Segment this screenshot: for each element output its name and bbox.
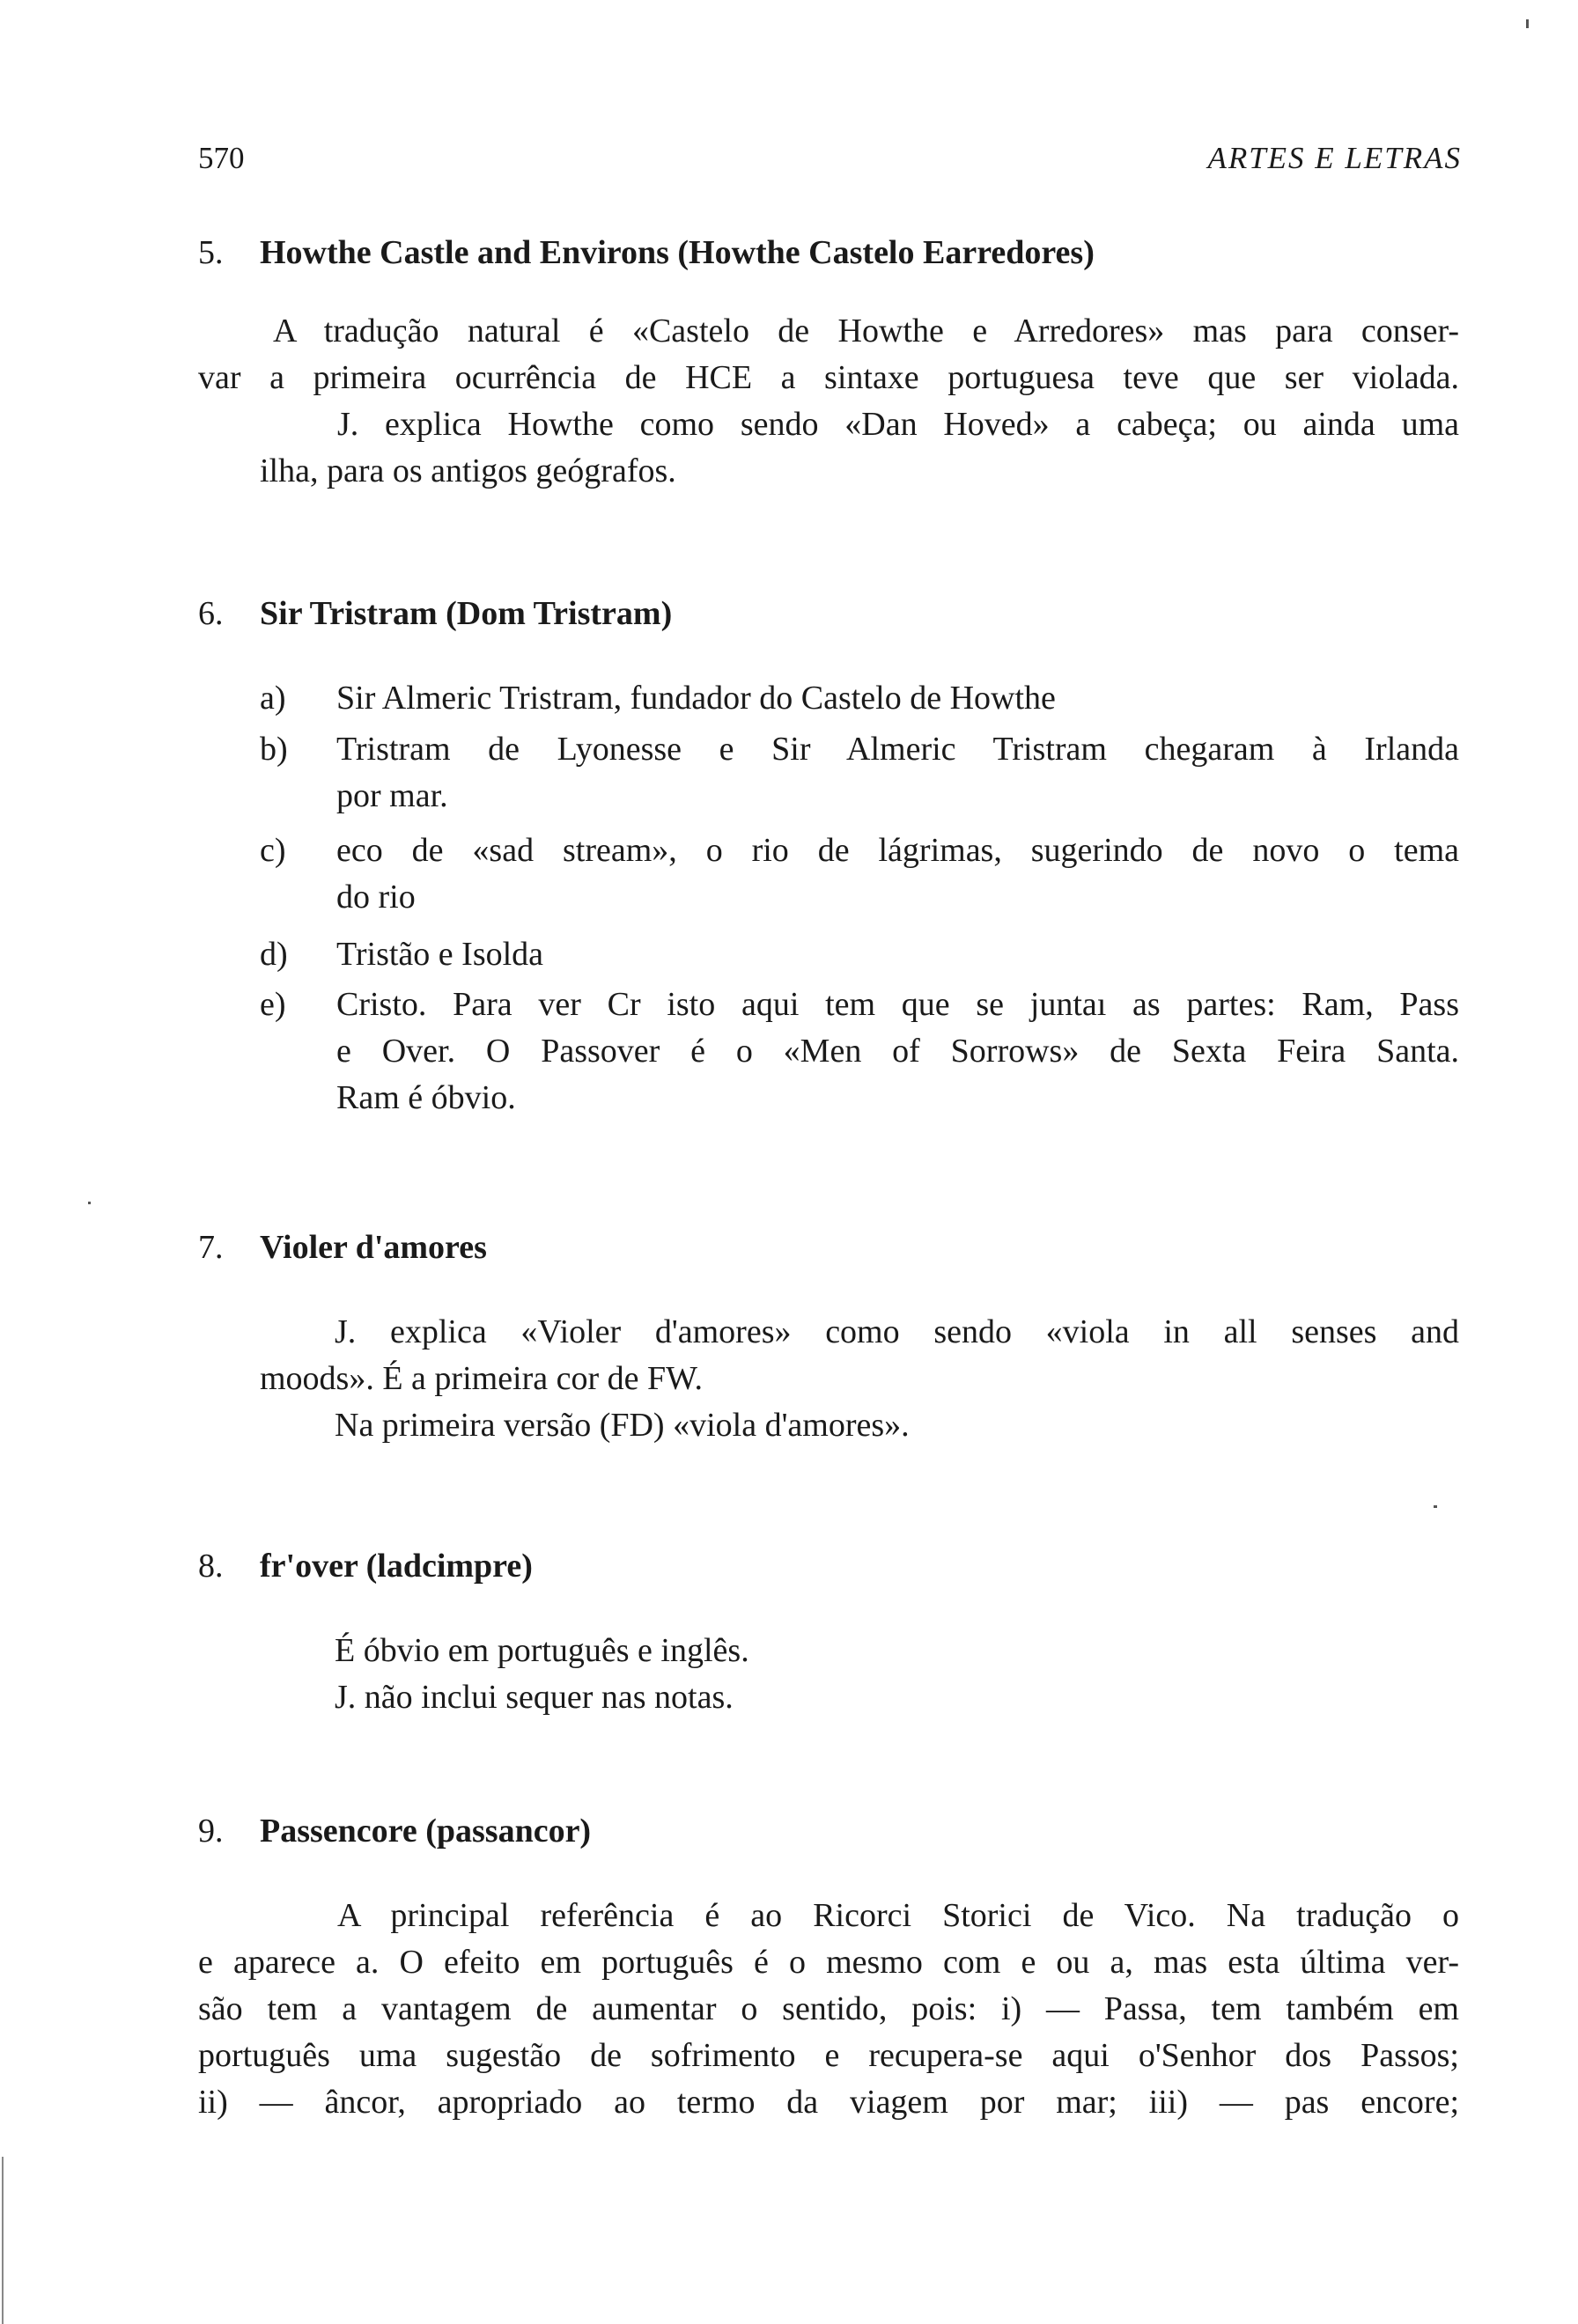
scan-speck — [1526, 19, 1529, 28]
item-text — [336, 726, 1459, 820]
item-text — [336, 982, 1459, 1122]
item-label: a) — [260, 680, 286, 717]
section-number: 7. — [198, 1229, 224, 1266]
text-line: e aparece a. O efeito em português é o mesmo com e ou a, mas esta última ver- — [198, 1944, 1459, 1981]
section-title: Passencore (passancor) — [260, 1813, 592, 1850]
section-number: 8. — [198, 1548, 224, 1585]
text-line: ilha, para os antigos geógrafos. — [260, 452, 676, 489]
section-title: fr'over (ladcimpre) — [260, 1548, 533, 1585]
section-number: 6. — [198, 595, 224, 632]
paragraph — [335, 1628, 749, 1721]
text-line: são tem a vantagem de aumentar o sentido, pois: i) — Passa, tem também em — [198, 1990, 1459, 2027]
scan-edge-line — [2, 2157, 4, 2324]
item-label: b) — [260, 731, 288, 768]
text-line: Na primeira versão (FD) «viola d'amores». — [335, 1407, 910, 1444]
item-text — [336, 675, 1459, 722]
text-line: Cristo. Para ver Cr isto aqui tem que se juntaı as partes: Ram, Pass — [336, 986, 1459, 1023]
text-line: eco de «sad stream», o rio de lágrimas, sugerindo de novo o tema — [336, 832, 1459, 869]
text-line: do rio — [336, 879, 416, 916]
text-line: moods». É a primeira cor de FW. — [260, 1360, 704, 1397]
section-number: 5. — [198, 234, 224, 271]
text-line: A principal referência é ao Ricorci Storici de Vico. Na tradução o — [337, 1897, 1459, 1934]
text-line: J. não inclui sequer nas notas. — [335, 1679, 734, 1716]
page-number: 570 — [198, 141, 245, 175]
running-header — [198, 141, 1462, 194]
text-line: por mar. — [336, 777, 448, 814]
text-line: português uma sugestão de sofrimento e recupera-se aqui o'Senhor dos Passos; — [198, 2037, 1459, 2074]
text-line: Ram é óbvio. — [336, 1079, 516, 1116]
section-heading — [198, 233, 1095, 272]
section-heading — [198, 1812, 591, 1850]
paragraph — [260, 1309, 1459, 1449]
item-label: d) — [260, 936, 288, 973]
text-line: J. explica Howthe como sendo «Dan Hoved» a cabeça; ou ainda uma — [337, 406, 1459, 443]
text-line: Tristão e Isolda — [336, 936, 544, 973]
item-text — [336, 827, 1459, 921]
section-heading — [198, 1547, 533, 1585]
text-line: É óbvio em português e inglês. — [335, 1632, 749, 1669]
item-label: c) — [260, 832, 286, 869]
text-line: var a primeira ocurrência de HCE a sintaxe portuguesa teve que ser violada. — [198, 359, 1459, 396]
section-title: Sir Tristram (Dom Tristram) — [260, 595, 673, 632]
text-line: Sir Almeric Tristram, fundador do Castelo de Howthe — [336, 680, 1056, 717]
section-heading — [198, 594, 672, 633]
scan-speck — [88, 1202, 91, 1204]
item-label: e) — [260, 986, 286, 1023]
section-title: Violer d'amores — [260, 1229, 487, 1266]
text-line: A tradução natural é «Castelo de Howthe e Arredores» mas para conser- — [273, 313, 1459, 349]
item-text — [336, 931, 1459, 978]
text-line: e Over. O Passover é o «Men of Sorrows» de Sexta Feira Santa. — [336, 1033, 1459, 1070]
text-line: Tristram de Lyonesse e Sir Almeric Tristram chegaram à Irlanda — [336, 731, 1459, 768]
text-line: ii) — âncor, apropriado ao termo da viagem por mar; iii) — pas encore; — [198, 2084, 1459, 2121]
text-line: J. explica «Violer d'amores» como sendo «viola in all senses and — [335, 1313, 1459, 1350]
paragraph — [198, 1893, 1459, 2126]
section-number: 9. — [198, 1813, 224, 1850]
paragraph — [198, 308, 1459, 495]
section-heading — [198, 1228, 487, 1267]
section-title: Howthe Castle and Environs (Howthe Castelo Earredores) — [260, 234, 1095, 271]
running-title: ARTES E LETRAS — [1207, 141, 1462, 175]
scan-speck — [1434, 1505, 1437, 1508]
